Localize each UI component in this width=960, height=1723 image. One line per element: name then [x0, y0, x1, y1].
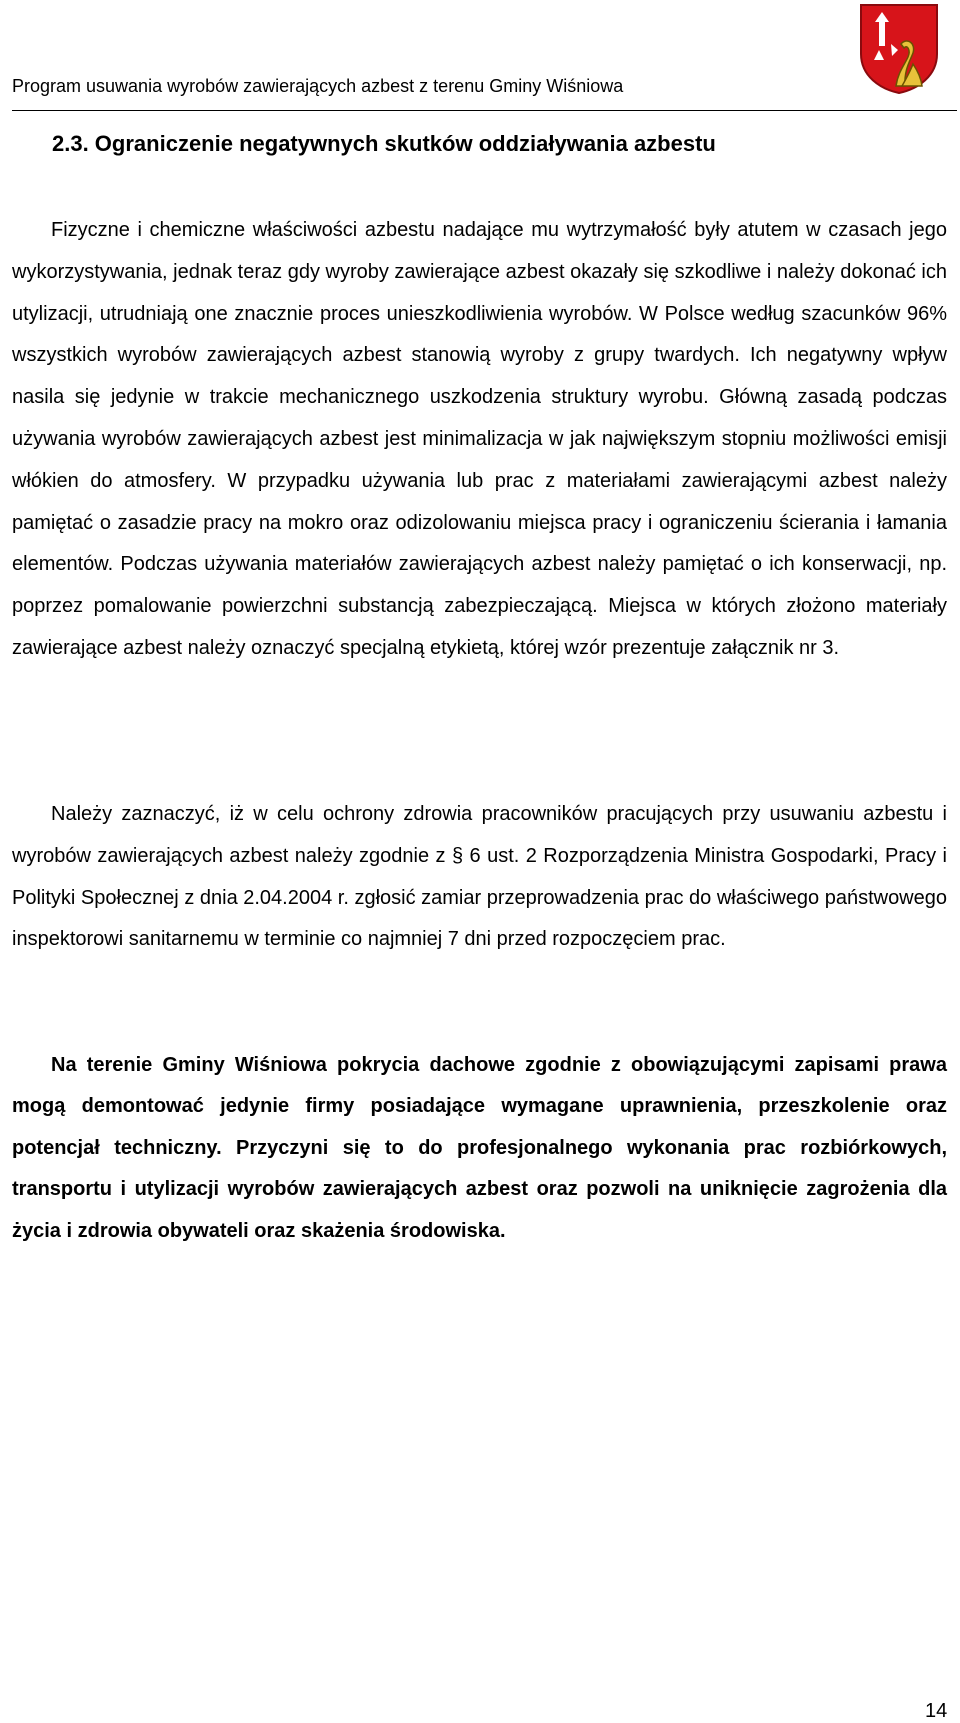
page-number: 14 — [925, 1700, 948, 1722]
municipal-coat-of-arms-icon — [858, 2, 940, 95]
document-title: Program usuwania wyrobów zawierających azbest z terenu Gminy Wiśniowa — [12, 76, 624, 96]
page-header — [12, 60, 957, 111]
body-paragraph-2: Należy zaznaczyć, iż w celu ochrony zdrowia pracowników pracujących przy usuwaniu azbestu i wyrobów zawierających azbest należy zgodnie z § 6 ust. 2 Rozporządzenia Ministra Gospodarki, Pracy i Polityki Społecznej z dnia 2.04.2004 r. zgłosić zamiar przeprowadzenia prac do właściwego państwowego inspektorowi sanitarnemu w terminie co najmniej 7 dni przed rozpoczęciem prac. — [12, 803, 947, 951]
body-paragraph-1: Fizyczne i chemiczne właściwości azbestu nadające mu wytrzymałość były atutem w czasach jego wykorzystywania, jednak teraz gdy wyroby zawierające azbest okazały się szkodliwe i należy dokonać ich utylizacji, utrudniają one znacznie proces unieszkodliwienia wyrobów. W Polsce według szacunków 96% wszystkich wyrobów zawierających azbest stanowią wyroby z grupy twardych. Ich negatywny wpływ nasila się jedynie w trakcie mechanicznego uszkodzenia struktury wyrobu. Główną zasadą podczas używania wyrobów zawierających azbest jest minimalizacja w jak największym stopniu możliwości emisji włókien do atmosfery. W przypadku używania lub prac z materiałami zawierającymi azbest należy pamiętać o zasadzie pracy na mokro oraz odizolowaniu miejsca pracy i ograniczeniu ścierania i łamania elementów. Podczas używania materiałów zawierających azbest należy pamiętać o ich konserwacji, np. poprzez pomalowanie powierzchni substancją zabezpieczającą. Miejsca w których złożono materiały zawierające azbest należy oznaczyć specjalną etykietą, której wzór prezentuje załącznik nr 3. — [12, 219, 947, 659]
section-heading: 2.3. Ograniczenie negatywnych skutków oddziaływania azbestu — [52, 131, 716, 156]
body-paragraph-3-bold: Na terenie Gminy Wiśniowa pokrycia dachowe zgodnie z obowiązującymi zapisami prawa mogą demontować jedynie firmy posiadające wymagane uprawnienia, przeszkolenie oraz potencjał techniczny. Przyczyni się to do profesjonalnego wykonania prac rozbiórkowych, transportu i utylizacji wyrobów zawierających azbest oraz pozwoli na uniknięcie zagrożenia dla życia i zdrowia obywateli oraz skażenia środowiska. — [12, 1054, 947, 1242]
